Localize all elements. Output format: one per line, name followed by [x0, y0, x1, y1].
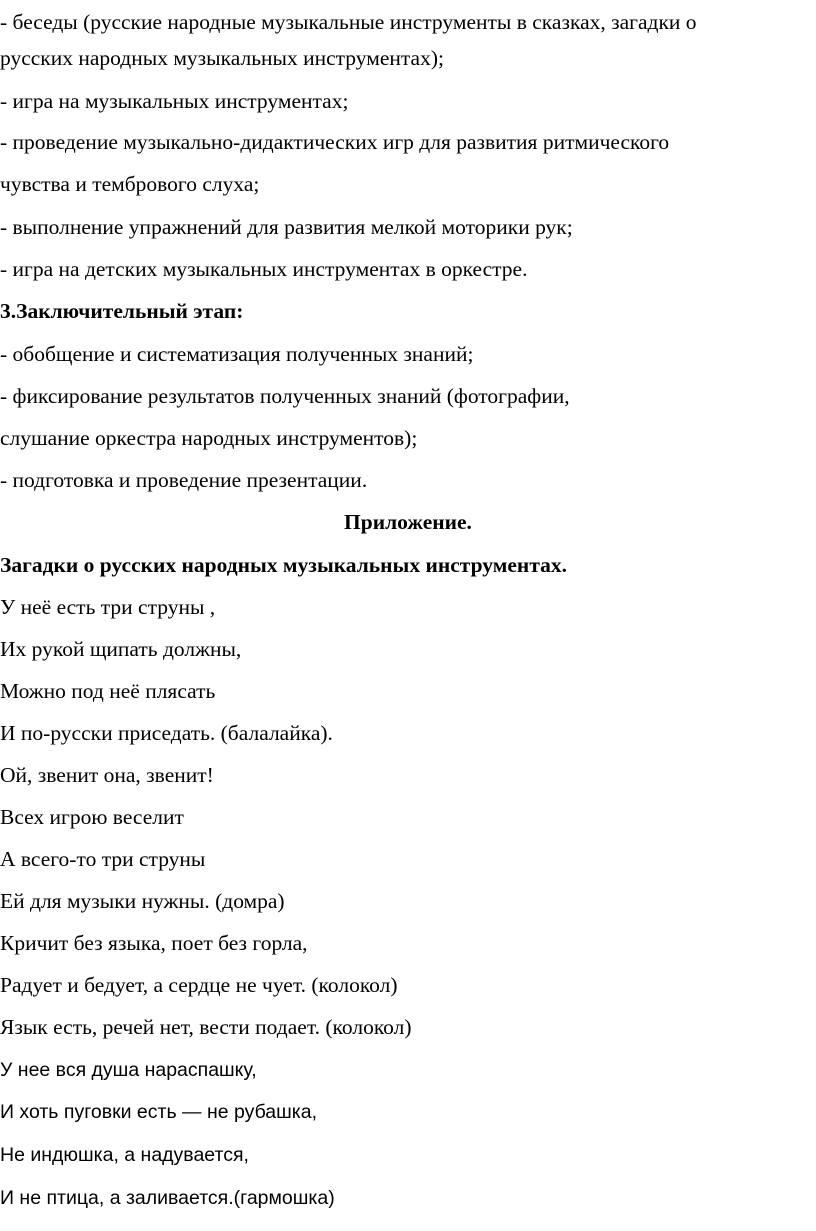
list-item: - игра на детских музыкальных инструментах в оркестре. — [0, 257, 528, 281]
riddle-line: У нее вся душа нараспашку, — [0, 1059, 257, 1081]
list-item: - обобщение и систематизация полученных знаний; — [0, 342, 474, 366]
riddle-line: Ей для музыки нужны. (домра) — [0, 889, 285, 913]
riddle-line: Ой, звенит она, звенит! — [0, 763, 214, 787]
list-item-continuation: слушание оркестра народных инструментов); — [0, 426, 418, 450]
appendix-subtitle: Загадки о русских народных музыкальных инструментах. — [0, 553, 568, 577]
list-item: - игра на музыкальных инструментах; — [0, 89, 349, 113]
riddle-line: Радует и бедует, а сердце не чует. (колокол) — [0, 973, 398, 997]
riddle-line: Не индюшка, а надувается, — [0, 1144, 249, 1166]
riddle-line: И по-русски приседать. (балалайка). — [0, 721, 333, 745]
final-stage-heading: 3.Заключительный этап: — [0, 299, 244, 323]
list-item: - фиксирование результатов полученных знаний (фотографии, — [0, 384, 570, 408]
intro-line-2: русских народных музыкальных инструментах); — [0, 46, 444, 70]
list-item: - выполнение упражнений для развития мелкой моторики рук; — [0, 215, 573, 239]
riddle-line: Их рукой щипать должны, — [0, 637, 242, 661]
riddle-line: Язык есть, речей нет, вести подает. (колокол) — [0, 1015, 412, 1039]
riddle-line: А всего-то три струны — [0, 847, 206, 871]
list-item: - проведение музыкально-дидактических игр для развития ритмического — [0, 130, 670, 154]
riddle-line: И хоть пуговки есть — не рубашка, — [0, 1101, 318, 1123]
riddle-line: Всех игрою веселит — [0, 805, 184, 829]
appendix-title: Приложение. — [344, 510, 472, 534]
riddle-line: Можно под неё плясать — [0, 679, 216, 703]
intro-line-1: - беседы (русские народные музыкальные инструменты в сказках, загадки о — [0, 10, 697, 34]
list-item-continuation: чувства и тембрового слуха; — [0, 172, 260, 196]
riddle-line: Кричит без языка, поет без горла, — [0, 931, 308, 955]
list-item: - подготовка и проведение презентации. — [0, 468, 368, 492]
riddle-line: У неё есть три струны , — [0, 595, 216, 619]
riddle-line: И не птица, а заливается.(гармошка) — [0, 1187, 335, 1209]
